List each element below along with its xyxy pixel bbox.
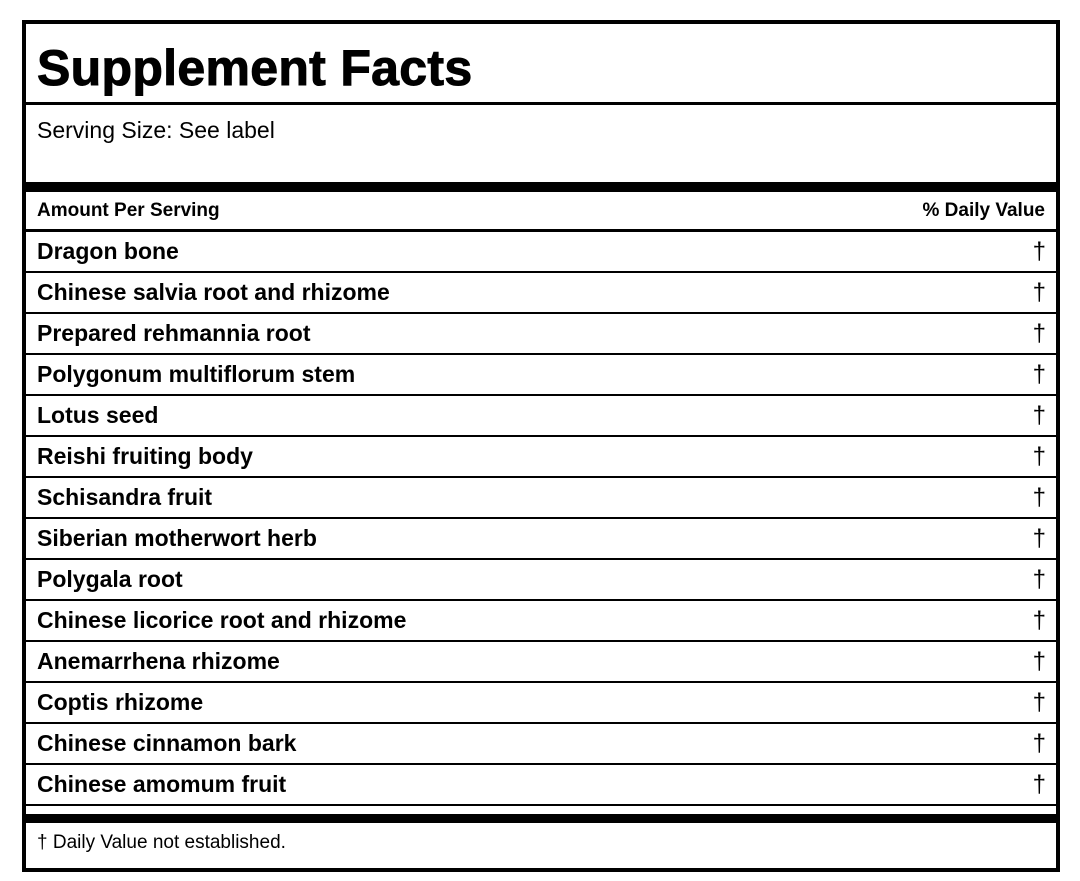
ingredient-name: Anemarrhena rhizome <box>37 648 280 674</box>
ingredient-name: Chinese salvia root and rhizome <box>37 279 390 305</box>
ingredient-name: Coptis rhizome <box>37 689 204 715</box>
title-section <box>26 24 1056 105</box>
column-header-row <box>26 192 1056 232</box>
ingredient-row <box>26 273 1056 314</box>
serving-section <box>26 105 1056 182</box>
ingredient-row <box>26 642 1056 683</box>
daily-value-dagger: † <box>1032 484 1046 511</box>
ingredient-row <box>26 683 1056 724</box>
ingredient-name: Lotus seed <box>37 402 159 428</box>
amount-per-serving-header: Amount Per Serving <box>37 200 220 221</box>
ingredient-row <box>26 601 1056 642</box>
ingredient-name: Reishi fruiting body <box>37 443 253 469</box>
ingredient-row <box>26 396 1056 437</box>
daily-value-dagger: † <box>1032 402 1046 429</box>
daily-value-dagger: † <box>1032 525 1046 552</box>
panel-title: Supplement Facts <box>37 40 473 96</box>
supplement-facts-panel <box>22 20 1060 872</box>
ingredient-row <box>26 519 1056 560</box>
daily-value-dagger: † <box>1032 771 1046 798</box>
daily-value-dagger: † <box>1032 648 1046 675</box>
ingredient-name: Chinese licorice root and rhizome <box>37 607 407 633</box>
daily-value-dagger: † <box>1032 361 1046 388</box>
daily-value-dagger: † <box>1032 238 1046 265</box>
footer-divider-thick <box>26 814 1056 823</box>
ingredient-row <box>26 765 1056 806</box>
ingredient-name: Polygala root <box>37 566 183 592</box>
ingredient-name: Schisandra fruit <box>37 484 213 510</box>
serving-size-text: Serving Size: See label <box>37 117 275 143</box>
daily-value-dagger: † <box>1032 689 1046 716</box>
daily-value-dagger: † <box>1032 320 1046 347</box>
daily-value-header: % Daily Value <box>922 200 1045 221</box>
ingredient-row <box>26 478 1056 519</box>
daily-value-dagger: † <box>1032 730 1046 757</box>
list-bottom-spacer <box>26 806 1056 814</box>
ingredient-row <box>26 724 1056 765</box>
ingredient-name: Dragon bone <box>37 238 179 264</box>
ingredient-row <box>26 314 1056 355</box>
daily-value-footnote: † Daily Value not established. <box>37 832 286 853</box>
daily-value-dagger: † <box>1032 566 1046 593</box>
ingredient-list <box>26 232 1056 806</box>
ingredient-name: Polygonum multiflorum stem <box>37 361 356 387</box>
ingredient-row <box>26 232 1056 273</box>
ingredient-name: Siberian motherwort herb <box>37 525 317 551</box>
ingredient-row <box>26 437 1056 478</box>
ingredient-row <box>26 355 1056 396</box>
daily-value-dagger: † <box>1032 279 1046 306</box>
daily-value-dagger: † <box>1032 607 1046 634</box>
daily-value-dagger: † <box>1032 443 1046 470</box>
section-divider-thick <box>26 182 1056 192</box>
ingredient-name: Chinese cinnamon bark <box>37 730 297 756</box>
footnote-section <box>26 823 1056 865</box>
ingredient-row <box>26 560 1056 601</box>
ingredient-name: Prepared rehmannia root <box>37 320 311 346</box>
ingredient-name: Chinese amomum fruit <box>37 771 287 797</box>
